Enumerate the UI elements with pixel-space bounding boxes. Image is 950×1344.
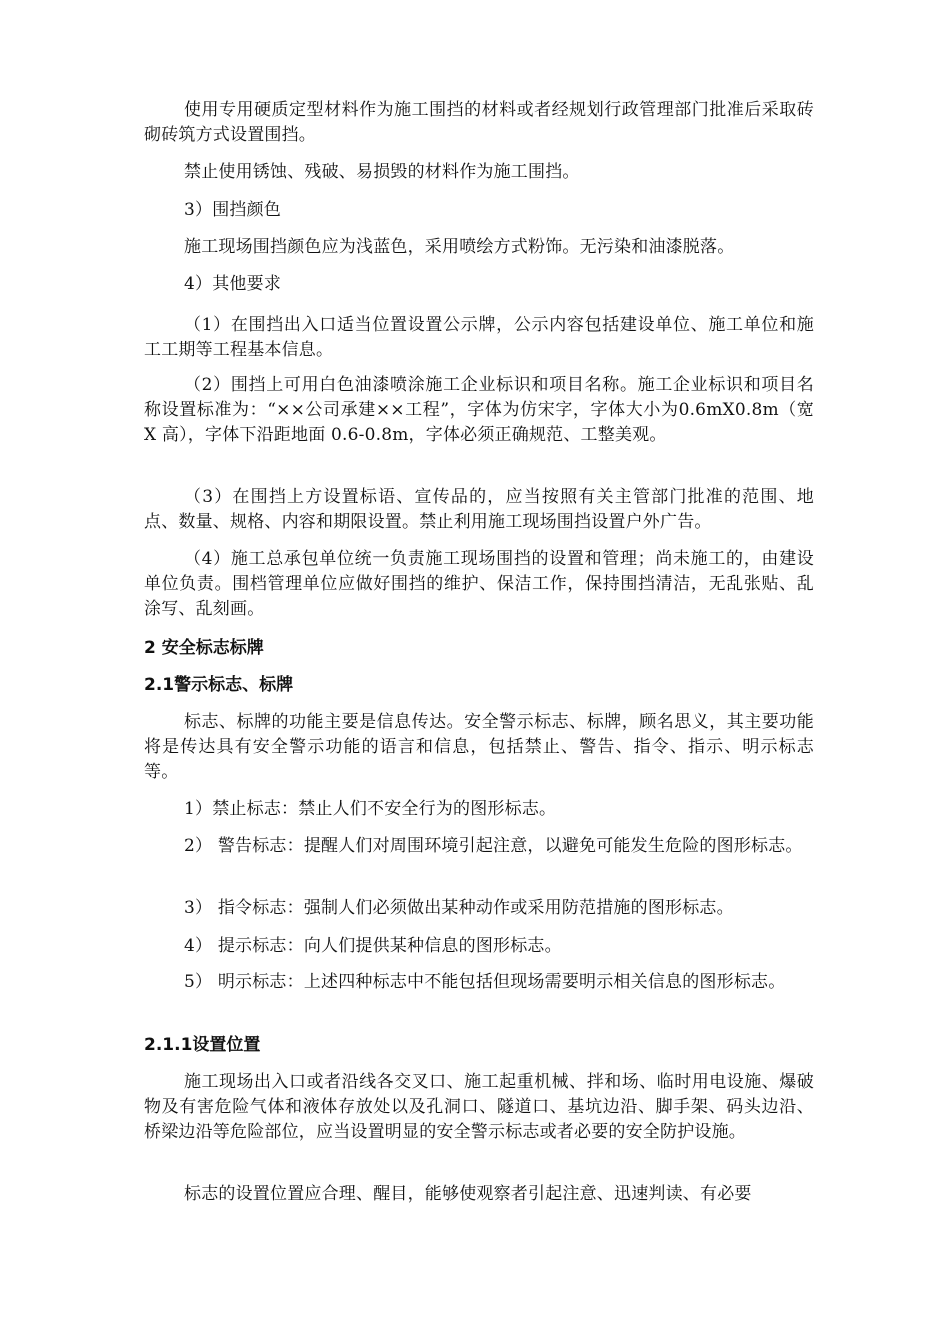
paragraph-requirement-3: （3）在围挡上方设置标语、宣传品的，应当按照有关主管部门批准的范围、地点、数量、规格、内容和期限设置。禁止利用施工现场围挡设置户外广告。 <box>144 487 814 532</box>
subsection-heading-warning-signs: 2.1警示标志、标牌 <box>144 675 294 695</box>
list-item-explicit-sign: 5） 明示标志：上述四种标志中不能包括但现场需要明示相关信息的图形标志。 <box>184 972 786 992</box>
paragraph-requirement-4: （4）施工总承包单位统一负责施工现场围挡的设置和管理；尚未施工的，由建设单位负责。围档管理单位应做好围挡的维护、保洁工作，保持围挡清洁，无乱张贴、乱涂写、乱刻画。 <box>144 549 814 619</box>
paragraph-enclosure-color: 施工现场围挡颜色应为浅蓝色，采用喷绘方式粉饰。无污染和油漆脱落。 <box>184 237 735 257</box>
paragraph-enclosure-material: 使用专用硬质定型材料作为施工围挡的材料或者经规划行政管理部门批准后采取砖砌砖筑方式设置围挡。 <box>144 100 814 145</box>
list-item-information-sign: 4） 提示标志：向人们提供某种信息的图形标志。 <box>184 936 562 956</box>
paragraph-requirement-2: （2）围挡上可用白色油漆喷涂施工企业标识和项目名称。施工企业标识和项目名称设置标准为：“××公司承建××工程”，字体为仿宋字，字体大小为0.6mX0.8m（宽 X 高），字体下沿距地面 0.6-0.8m，字体必须正确规范、工整美观。 <box>144 375 814 445</box>
list-item-instruction-sign: 3） 指令标志：强制人们必须做出某种动作或采用防范措施的图形标志。 <box>184 898 734 918</box>
paragraph-sign-function: 标志、标牌的功能主要是信息传达。安全警示标志、标牌，顾名思义，其主要功能将是传达具有安全警示功能的语言和信息，包括禁止、警告、指令、指示、明示标志等。 <box>144 712 814 782</box>
item-enclosure-color-title: 3）围挡颜色 <box>184 200 282 220</box>
list-item-prohibition-sign: 1）禁止标志：禁止人们不安全行为的图形标志。 <box>184 799 557 819</box>
paragraph-prohibited-material: 禁止使用锈蚀、残破、易损毁的材料作为施工围挡。 <box>184 162 580 182</box>
paragraph-placement-locations: 施工现场出入口或者沿线各交叉口、施工起重机械、拌和场、临时用电设施、爆破物及有害危险气体和液体存放处以及孔洞口、隧道口、基坑边沿、脚手架、码头边沿、桥梁边沿等危险部位，应当设置明显的安全警示标志或者必要的安全防护设施。 <box>144 1072 814 1142</box>
paragraph-placement-principles: 标志的设置位置应合理、醒目，能够使观察者引起注意、迅速判读、有必要 <box>184 1184 752 1204</box>
paragraph-requirement-1: （1）在围挡出入口适当位置设置公示牌，公示内容包括建设单位、施工单位和施工工期等工程基本信息。 <box>144 315 814 360</box>
subsubsection-heading-placement: 2.1.1设置位置 <box>144 1035 261 1055</box>
section-heading-safety-signs: 2 安全标志标牌 <box>144 638 264 658</box>
item-other-requirements-title: 4）其他要求 <box>184 274 282 294</box>
list-item-warning-sign: 2） 警告标志：提醒人们对周围环境引起注意，以避免可能发生危险的图形标志。 <box>184 836 803 856</box>
